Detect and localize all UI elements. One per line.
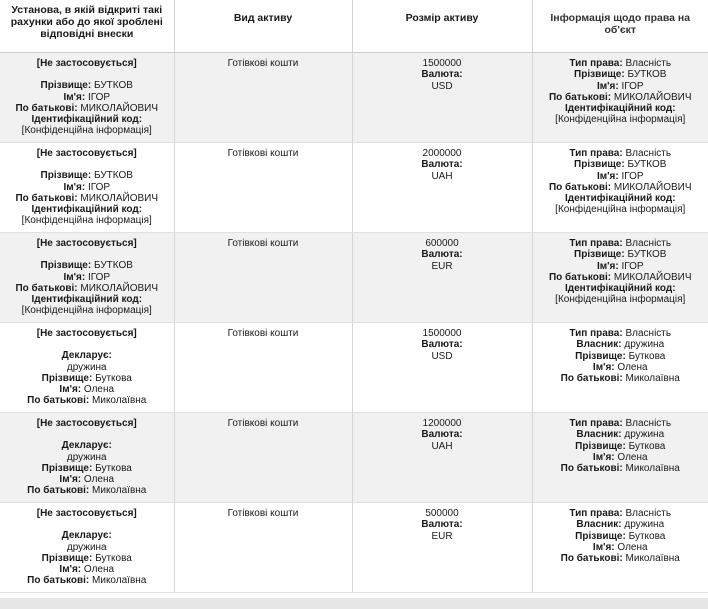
field-label: По батькові: bbox=[560, 373, 623, 385]
field-label: Ім'я: bbox=[592, 451, 615, 463]
rights-info-cell bbox=[532, 53, 708, 143]
amount-value: 1500000 bbox=[422, 58, 462, 69]
field-line bbox=[3, 305, 171, 316]
table-row bbox=[0, 53, 708, 143]
field-line bbox=[536, 294, 706, 305]
field-line bbox=[3, 542, 171, 553]
field-value: Олена bbox=[83, 474, 115, 486]
field-label: Тип права: bbox=[569, 238, 623, 249]
field-line bbox=[3, 80, 171, 91]
field-value: БУТКОВ bbox=[627, 249, 667, 261]
field-line bbox=[536, 553, 706, 564]
field-label: Ідентифікаційний код: bbox=[31, 294, 143, 306]
field-line bbox=[536, 452, 706, 463]
currency-label: Валюта: bbox=[421, 249, 463, 261]
field-label: По батькові: bbox=[27, 395, 90, 407]
currency-value: UAH bbox=[431, 170, 453, 182]
field-value: Олена bbox=[83, 564, 115, 576]
header-row bbox=[0, 0, 708, 53]
field-line bbox=[3, 553, 171, 564]
field-value: дружина bbox=[624, 519, 665, 531]
field-value: дружина bbox=[66, 361, 107, 373]
asset-amount-cell bbox=[352, 503, 532, 593]
rights-info-cell bbox=[532, 503, 708, 593]
currency-label: Валюта: bbox=[421, 69, 463, 81]
amount-value: 2000000 bbox=[422, 148, 462, 159]
field-value: [Конфіденційна інформація] bbox=[21, 125, 152, 137]
field-line bbox=[536, 103, 706, 114]
field-value: Олена bbox=[617, 541, 648, 553]
field-value: [Конфіденційна інформація] bbox=[555, 204, 686, 216]
field-line bbox=[536, 519, 706, 530]
header-asset-amount: Розмір активу bbox=[352, 0, 532, 53]
field-value: дружина bbox=[66, 451, 107, 463]
field-line bbox=[3, 564, 171, 575]
field-line bbox=[536, 81, 706, 92]
institution-cell bbox=[0, 53, 174, 143]
field-line bbox=[536, 159, 706, 170]
field-line bbox=[536, 272, 706, 283]
field-label: Ім'я: bbox=[596, 260, 619, 272]
field-value: Миколаївна bbox=[625, 373, 680, 385]
field-line bbox=[536, 249, 706, 260]
field-label: Ідентифікаційний код: bbox=[31, 204, 143, 216]
field-label: Ідентифікаційний код: bbox=[564, 283, 676, 295]
currency-value: UAH bbox=[431, 440, 453, 452]
field-line bbox=[3, 204, 171, 215]
field-value: дружина bbox=[624, 429, 665, 441]
field-value: ІГОР bbox=[621, 260, 644, 272]
field-label: Прізвище: bbox=[40, 260, 92, 272]
field-line bbox=[3, 373, 171, 384]
field-label: Декларує: bbox=[61, 440, 112, 452]
field-label: Тип права: bbox=[569, 148, 623, 159]
field-label: По батькові: bbox=[560, 553, 623, 565]
field-label: По батькові: bbox=[548, 181, 612, 193]
field-label: Тип права: bbox=[569, 58, 623, 69]
field-label: Ім'я: bbox=[596, 80, 619, 92]
field-line bbox=[536, 328, 706, 339]
field-label: Прізвище: bbox=[575, 530, 626, 542]
amount-value: 1500000 bbox=[422, 328, 462, 339]
field-value: Олена bbox=[617, 451, 648, 463]
field-label: Ім'я: bbox=[59, 474, 82, 486]
field-label: Прізвище: bbox=[574, 69, 625, 81]
field-value: Власність bbox=[625, 328, 672, 339]
rights-info-cell bbox=[532, 413, 708, 503]
not-applicable-note: [Не застосовується] bbox=[36, 238, 137, 249]
field-line bbox=[536, 531, 706, 542]
field-label: Ім'я: bbox=[63, 91, 86, 103]
field-line bbox=[536, 58, 706, 69]
field-line bbox=[536, 182, 706, 193]
institution-cell bbox=[0, 503, 174, 593]
field-label: Власник: bbox=[576, 429, 622, 441]
field-line bbox=[3, 384, 171, 395]
field-line bbox=[3, 350, 171, 361]
field-value: [Конфіденційна інформація] bbox=[21, 305, 152, 317]
field-line bbox=[3, 92, 171, 103]
not-applicable-note: [Не застосовується] bbox=[36, 328, 137, 339]
field-value: БУТКОВ bbox=[93, 80, 133, 92]
field-line bbox=[536, 283, 706, 294]
field-value: Олена bbox=[83, 384, 115, 396]
field-line bbox=[536, 542, 706, 553]
field-label: По батькові: bbox=[27, 575, 90, 587]
institution-cell bbox=[0, 323, 174, 413]
field-value: БУТКОВ bbox=[93, 170, 133, 182]
field-line bbox=[3, 125, 171, 136]
field-label: Прізвище: bbox=[40, 170, 92, 182]
field-value: МИКОЛАЙОВИЧ bbox=[80, 282, 158, 294]
field-label: Ім'я: bbox=[592, 361, 615, 373]
asset-amount-cell bbox=[352, 143, 532, 233]
field-label: Ім'я: bbox=[63, 271, 86, 283]
bottom-scroll-area bbox=[0, 598, 708, 609]
asset-type-cell: Готівкові кошти bbox=[174, 323, 352, 413]
field-value: [Конфіденційна інформація] bbox=[555, 294, 686, 306]
asset-amount-cell bbox=[352, 53, 532, 143]
field-line bbox=[536, 69, 706, 80]
field-value: БУТКОВ bbox=[93, 260, 133, 272]
currency-label: Валюта: bbox=[421, 429, 463, 441]
field-line bbox=[536, 238, 706, 249]
field-value: Миколаївна bbox=[92, 575, 147, 587]
spacer bbox=[3, 159, 171, 170]
field-label: Тип права: bbox=[569, 328, 623, 339]
field-line bbox=[3, 395, 171, 406]
field-value: Буткова bbox=[95, 372, 132, 384]
table-body bbox=[0, 53, 708, 593]
field-value: дружина bbox=[624, 339, 665, 351]
field-line bbox=[3, 215, 171, 226]
field-label: По батькові: bbox=[548, 271, 612, 283]
field-line bbox=[536, 148, 706, 159]
field-label: Прізвище: bbox=[40, 80, 92, 92]
field-value: Буткова bbox=[95, 462, 132, 474]
field-line bbox=[3, 452, 171, 463]
field-value: БУТКОВ bbox=[627, 69, 667, 81]
amount-value: 500000 bbox=[425, 508, 459, 519]
header-rights-info: Інформація щодо права на об'єкт bbox=[532, 0, 708, 53]
field-value: МИКОЛАЙОВИЧ bbox=[613, 91, 692, 103]
field-value: МИКОЛАЙОВИЧ bbox=[80, 102, 158, 114]
currency-label: Валюта: bbox=[421, 519, 463, 531]
spacer bbox=[3, 69, 171, 80]
field-label: Прізвище: bbox=[575, 350, 626, 362]
field-value: ІГОР bbox=[87, 181, 111, 193]
spacer bbox=[3, 429, 171, 440]
field-line bbox=[3, 283, 171, 294]
field-value: Миколаївна bbox=[625, 553, 680, 565]
currency-value: EUR bbox=[431, 260, 453, 272]
field-label: Прізвище: bbox=[575, 440, 626, 452]
field-label: Ім'я: bbox=[592, 541, 615, 553]
field-label: Власник: bbox=[576, 519, 622, 531]
amount-value: 1200000 bbox=[422, 418, 462, 429]
table-row bbox=[0, 143, 708, 233]
field-label: Ім'я: bbox=[596, 170, 619, 182]
asset-type-cell: Готівкові кошти bbox=[174, 53, 352, 143]
field-value: БУТКОВ bbox=[627, 159, 667, 171]
amount-value: 600000 bbox=[425, 238, 459, 249]
field-value: Буткова bbox=[95, 552, 132, 564]
rights-info-cell bbox=[532, 143, 708, 233]
spacer bbox=[3, 249, 171, 260]
field-label: Ім'я: bbox=[59, 384, 82, 396]
asset-type-cell: Готівкові кошти bbox=[174, 413, 352, 503]
field-line bbox=[536, 508, 706, 519]
field-value: ІГОР bbox=[87, 91, 111, 103]
field-value: Власність bbox=[625, 238, 672, 249]
field-value: Власність bbox=[625, 58, 672, 69]
field-value: ІГОР bbox=[87, 271, 111, 283]
field-label: По батькові: bbox=[560, 463, 623, 475]
field-label: Власник: bbox=[576, 339, 622, 351]
field-line bbox=[3, 485, 171, 496]
field-label: Тип права: bbox=[569, 418, 623, 429]
institution-cell bbox=[0, 233, 174, 323]
table-row bbox=[0, 323, 708, 413]
field-line bbox=[3, 440, 171, 451]
field-line bbox=[3, 103, 171, 114]
field-line bbox=[536, 418, 706, 429]
currency-value: EUR bbox=[431, 530, 453, 542]
field-label: Ідентифікаційний код: bbox=[31, 114, 143, 126]
field-line bbox=[536, 351, 706, 362]
field-label: Ідентифікаційний код: bbox=[564, 193, 676, 205]
currency-label: Валюта: bbox=[421, 159, 463, 171]
not-applicable-note: [Не застосовується] bbox=[36, 508, 137, 519]
field-value: Власність bbox=[625, 508, 672, 519]
field-value: Буткова bbox=[628, 350, 666, 362]
field-line bbox=[536, 193, 706, 204]
field-line bbox=[536, 171, 706, 182]
spacer bbox=[3, 339, 171, 350]
field-value: ІГОР bbox=[621, 80, 644, 92]
field-line bbox=[3, 114, 171, 125]
field-line bbox=[536, 114, 706, 125]
asset-amount-cell bbox=[352, 233, 532, 323]
field-line bbox=[536, 92, 706, 103]
field-line bbox=[3, 170, 171, 181]
field-label: Декларує: bbox=[61, 530, 112, 542]
field-value: Миколаївна bbox=[92, 395, 147, 407]
currency-label: Валюта: bbox=[421, 339, 463, 351]
field-label: Прізвище: bbox=[574, 159, 625, 171]
table-row bbox=[0, 413, 708, 503]
asset-type-cell: Готівкові кошти bbox=[174, 233, 352, 323]
field-label: Ідентифікаційний код: bbox=[564, 103, 676, 115]
field-value: дружина bbox=[66, 541, 107, 553]
field-value: [Конфіденційна інформація] bbox=[555, 114, 686, 126]
rights-info-cell bbox=[532, 323, 708, 413]
asset-type-cell: Готівкові кошти bbox=[174, 503, 352, 593]
field-label: Декларує: bbox=[61, 350, 112, 362]
field-label: Прізвище: bbox=[41, 462, 93, 474]
field-line bbox=[536, 261, 706, 272]
field-value: Миколаївна bbox=[625, 463, 680, 475]
field-line bbox=[3, 294, 171, 305]
field-line bbox=[3, 272, 171, 283]
field-value: [Конфіденційна інформація] bbox=[21, 215, 152, 227]
field-value: Буткова bbox=[628, 530, 666, 542]
table-row bbox=[0, 233, 708, 323]
table-row bbox=[0, 503, 708, 593]
field-line bbox=[3, 182, 171, 193]
field-label: По батькові: bbox=[15, 102, 78, 114]
currency-value: USD bbox=[431, 350, 453, 362]
asset-type-cell: Готівкові кошти bbox=[174, 143, 352, 233]
asset-amount-cell bbox=[352, 413, 532, 503]
field-line bbox=[3, 193, 171, 204]
field-line bbox=[3, 362, 171, 373]
field-line bbox=[3, 530, 171, 541]
header-institution: Установа, в якій відкриті такі рахунки або до якої зроблені відповідні внески bbox=[0, 0, 174, 53]
field-value: Олена bbox=[617, 361, 648, 373]
asset-amount-cell bbox=[352, 323, 532, 413]
header-asset-type: Вид активу bbox=[174, 0, 352, 53]
field-label: По батькові: bbox=[27, 485, 90, 497]
spacer bbox=[3, 519, 171, 530]
field-line bbox=[536, 204, 706, 215]
field-value: МИКОЛАЙОВИЧ bbox=[80, 192, 158, 204]
field-label: Прізвище: bbox=[41, 552, 93, 564]
field-value: Власність bbox=[625, 418, 672, 429]
field-line bbox=[3, 474, 171, 485]
field-line bbox=[536, 373, 706, 384]
field-line bbox=[536, 339, 706, 350]
field-value: Власність bbox=[625, 148, 672, 159]
field-value: МИКОЛАЙОВИЧ bbox=[613, 181, 692, 193]
not-applicable-note: [Не застосовується] bbox=[36, 418, 137, 429]
field-label: Ім'я: bbox=[63, 181, 86, 193]
field-line bbox=[536, 441, 706, 452]
field-value: Миколаївна bbox=[92, 485, 147, 497]
field-value: Буткова bbox=[628, 440, 666, 452]
field-line bbox=[536, 362, 706, 373]
currency-value: USD bbox=[431, 80, 453, 92]
field-line bbox=[3, 463, 171, 474]
field-value: МИКОЛАЙОВИЧ bbox=[613, 271, 692, 283]
rights-info-cell bbox=[532, 233, 708, 323]
field-label: По батькові: bbox=[15, 282, 78, 294]
field-label: Прізвище: bbox=[41, 372, 93, 384]
field-line bbox=[536, 429, 706, 440]
institution-cell bbox=[0, 143, 174, 233]
field-label: Тип права: bbox=[569, 508, 623, 519]
field-label: Ім'я: bbox=[59, 564, 82, 576]
field-line bbox=[3, 575, 171, 586]
field-label: По батькові: bbox=[15, 192, 78, 204]
field-value: ІГОР bbox=[621, 170, 644, 182]
not-applicable-note: [Не застосовується] bbox=[36, 58, 137, 69]
field-label: Прізвище: bbox=[574, 249, 625, 261]
field-label: По батькові: bbox=[548, 91, 612, 103]
field-line bbox=[3, 260, 171, 271]
not-applicable-note: [Не застосовується] bbox=[36, 148, 137, 159]
field-line bbox=[536, 463, 706, 474]
institution-cell bbox=[0, 413, 174, 503]
